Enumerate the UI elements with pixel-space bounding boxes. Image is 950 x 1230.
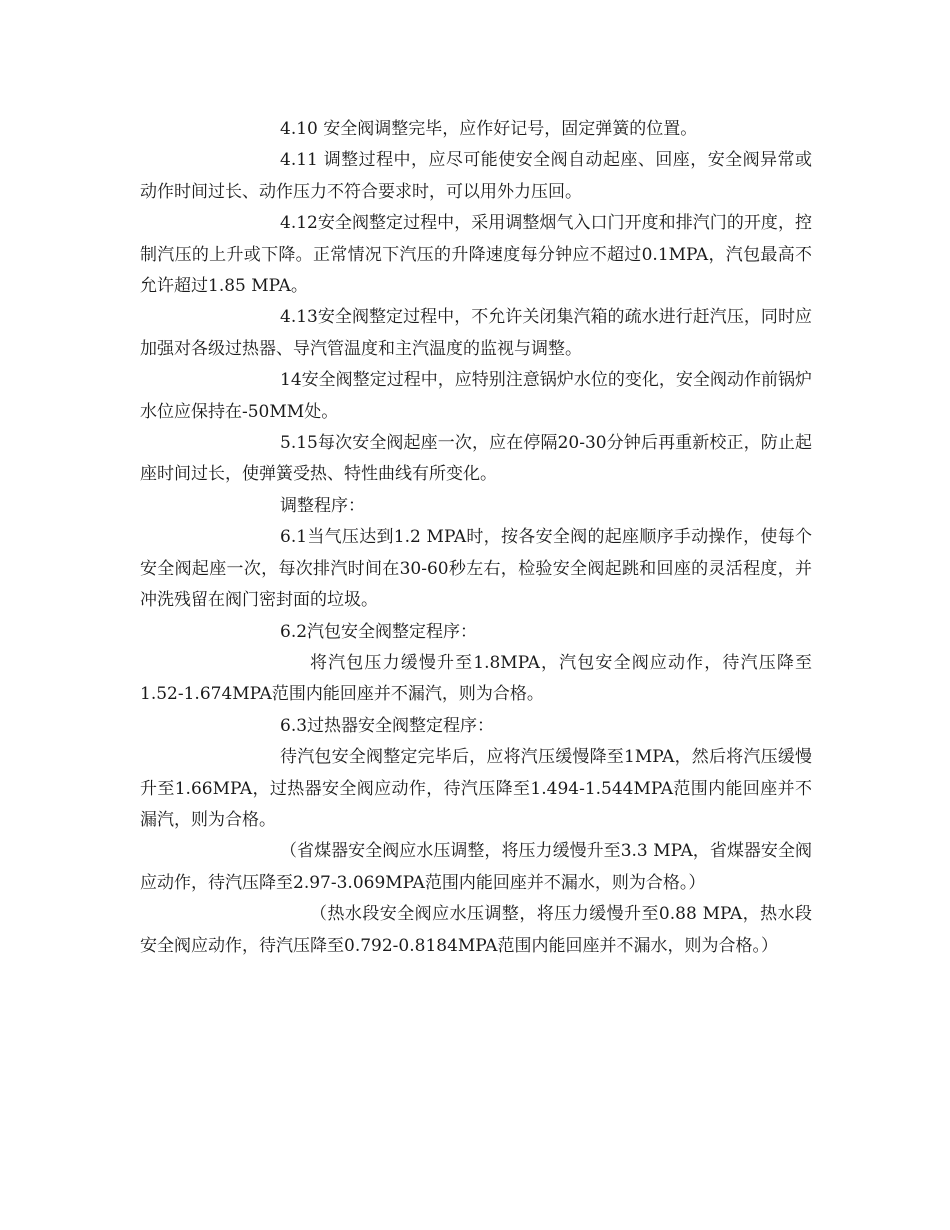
paragraph-6-2-body: 将汽包压力缓慢升至1.8MPA，汽包安全阀应动作，待汽压降至1.52-1.674MPA范围内能回座并不漏汽，则为合格。 xyxy=(140,652,812,705)
document-page xyxy=(140,114,812,962)
paragraph-6-3: 6.3过热器安全阀整定程序： xyxy=(280,715,495,736)
paragraph-4-11: 4.11 调整过程中，应尽可能使安全阀自动起座、回座，安全阀异常或动作时间过长、动作压力不符合要求时，可以用外力压回。 xyxy=(140,150,812,202)
paragraph-4-10: 4.10 安全阀调整完毕，应作好记号，固定弹簧的位置。 xyxy=(280,119,698,139)
paragraph-4-13: 4.13安全阀整定过程中，不允许关闭集汽箱的疏水进行赶汽压，同时应加强对各级过热器、导汽管温度和主汽温度的监视与调整。 xyxy=(140,307,812,359)
note-economizer: （省煤器安全阀应水压调整，将压力缓慢升至3.3 MPA，省煤器安全阀应动作，待汽压降至2.97-3.069MPA范围内能回座并不漏水，则为合格。） xyxy=(140,841,812,893)
paragraph-4-12: 4.12安全阀整定过程中，采用调整烟气入口门开度和排汽门的开度，控制汽压的上升或下降。正常情况下汽压的升降速度每分钟应不超过0.1MPA，汽包最高不允许超过1.85 MPA。 xyxy=(140,213,812,297)
paragraph-5-15: 5.15每次安全阀起座一次，应在停隔20-30分钟后再重新校正，防止起座时间过长，使弹簧受热、特性曲线有所变化。 xyxy=(140,433,812,485)
paragraph-6-2: 6.2汽包安全阀整定程序： xyxy=(280,621,478,642)
section-heading: 调整程序： xyxy=(280,495,365,516)
paragraph-14: 14安全阀整定过程中，应特别注意锅炉水位的变化，安全阀动作前锅炉水位应保持在-50MM处。 xyxy=(140,370,812,422)
paragraph-6-3-body: 待汽包安全阀整定完毕后，应将汽压缓慢降至1MPA，然后将汽压缓慢升至1.66MPA，过热器安全阀应动作，待汽压降至1.494-1.544MPA范围内能回座并不漏汽，则为合格。 xyxy=(140,747,812,830)
paragraph-6-1: 6.1当气压达到1.2 MPA时，按各安全阀的起座顺序手动操作，使每个安全阀起座一次，每次排汽时间在30-60秒左右，检验安全阀起跳和回座的灵活程度，并冲洗残留在阀门密封面的垃圾。 xyxy=(140,527,812,611)
note-hot-water-section: （热水段安全阀应水压调整，将压力缓慢升至0.88 MPA，热水段安全阀应动作，待汽压降至0.792-0.8184MPA范围内能回座并不漏水，则为合格。） xyxy=(140,904,812,956)
